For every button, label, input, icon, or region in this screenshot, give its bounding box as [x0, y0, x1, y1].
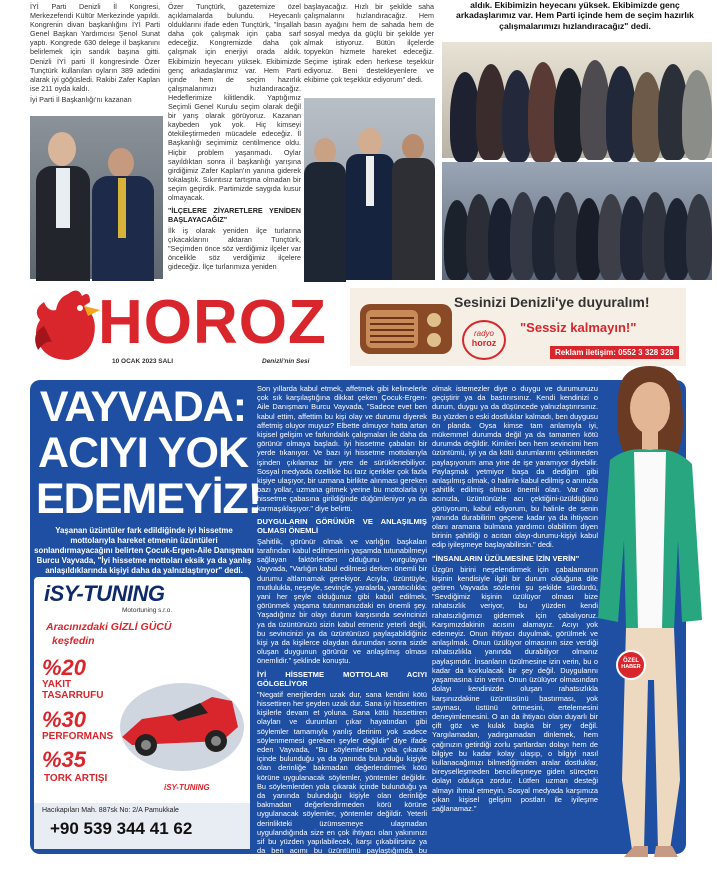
radio-ad-slogan: "Sessiz kalmayın!": [520, 320, 637, 335]
tuning-brand-2: iSY-TUNING: [164, 783, 210, 792]
tuning-brand-sub: Motortuning s.r.o.: [122, 607, 173, 614]
radio-horoz-logo: [462, 320, 506, 360]
tuning-address: Hacıkapıları Mah. 887sk No: 2/A Pamukkale: [42, 807, 179, 814]
radio-ad-contact: Reklam iletişim: 0552 3 328 328: [550, 346, 679, 359]
article-col1-subheading-1: DUYGULARIN GÖRÜNÜR VE ANLAŞILMIŞ OLMASI ÖNEMLİ: [257, 516, 427, 535]
radio-icon: [356, 298, 456, 358]
tuning-brand: iSY-TUNING: [44, 581, 165, 606]
tuning-percent-3: %35: [42, 747, 87, 772]
radio-logo-bottom: horoz: [471, 338, 497, 348]
article-col1-p2: Şahitlik, görünür olmak ve varlığın başkaları tarafından kabul edilmesinin yaşamda tutunabilmeyi sağlayan faktörlerden olduğunu vurgulayan Vayvada, "Varlığın kabul edilmesi derken önemli bir durumu altlamamak gerekiyor. Acıyla, üzüntüyle, mutlulukla, neşeyle, sevinçle, yaralarla, yaratıcılıkla; yani her şeyle olduğunuz gibi kabul edilmek, görünmek yaşama tutunmanızdaki en önemli şey. Yaşadığınız bir olayı durum karşısında sevincinizi ya da üzüntünüzü sizin kabul etmeniz yeterli değil, bu sevincinizi ya da üzüntünüzü paylaşabildiğiniz kişi ya da kişilerce olaydan durumdan sonra sizde oluşan duygunun görünür ve anlaşılmış olması önemlidir." şeklinde konuştu.: [257, 536, 427, 666]
photo-group-1: [442, 42, 712, 158]
article-col2-subheading: "İNSANLARIN ÜZÜLMESİNE İZİN VERİN": [432, 553, 580, 563]
masthead-tagline: Denizli'nin Sesi: [262, 358, 310, 365]
article-col1-p3: "Negatif enerjilerden uzak dur, sana kendini kötü hissettiren her şeyden uzak dur. Sana iyi hissettiren kişilerle devam et yoluna. Sana kötü hissettiren olayları ve durumları çıkar hayatından gibi söylemler tamamıyla yanlış derinim yok sadece söylenmemesi gereken şeyler değildir" diye ifade eden Vayvada, "Bu söylemlerden yola çıkarak içinde bulunduğu ya da yanında bulunduğu kişiyle olan derinliğe bakmadan değerlendirmek kötü körüne uygulanacak söylemler, yöntemler değildir. Bu söylemlerden yola çıkarak içinde bulunduğu ya da yanında bulunduğu kişiyle olan derinliğe bakmadan değerlendirmeden körü körüne uygulanacak söylemler, yöntemler değildir. Yeterli derinlikteki üzümsemeye ulaşmadan uygulandığında size en çok ihtiyacı olan yakınınızı sif bu yüzden yapılabilecek, karşı çıkabilirsiniz ya da ben acımı bu üzüntümü paylaştığımda bu negatif kötü hissedim halimle çevremdekiler benimle birlikte: [257, 689, 427, 874]
col3-text: başlayacağız. Hızlı bir şekilde saha çalışmalarını hızlandıracağız. Hem basın ayağını hem de sahada hem de sosyal medya da güçlü bir şekilde yer almak istiyoruz. Bütün ilçelerde topyekün hizmete hareket edeceğiz. Seçime iştirak eden herkese teşekkür ediyoruz. Beni destekleyenlere ve ekibime çok teşekkür ediyorum" dedi.: [304, 2, 434, 84]
tuning-label-3: TORK ARTIŞI: [44, 773, 108, 784]
woman-portrait: [578, 360, 714, 857]
tuning-contact-bar: [34, 803, 250, 849]
photo-two-men: [30, 116, 163, 279]
top-quote: [440, 0, 710, 40]
headline-line-3: EDEMEYİZ!: [36, 475, 262, 523]
article-col1-p1: Son yıllarda kabul etmek, affetmek gibi kelimelerle çok sık karşılaştığına dikkat çeken Çocuk-Ergen-Aile Danışmanı Burcu Vayvada, "Sadece evet ben kabul ettim, affettim bu kişi olay ve durumu diyerek affetmiş oluyor muyuz? Elbette olmuyor hatta artan kişisel gelişim ve farkındalık çalışmaları ile daha da görünür olmaya başladı. İyi hissetme çabaları bir yerde tıkanıyor. Ve bazı iyi hissetme mottolarıyla işinden çıkılamaz bir yere de sürüklenebiliyor. Sosyal medyada özellikle bu tarz içerikler çok fazla kişiye ulaşıyor, bir uzmana birlikte alınması gereken bazı yollar, uzmana gitmek yerine bu mottolarla iyi hissetme çabasına girildiğinde düğümleniyor ya da karmaşıklaşıyor." diye belirtti.: [257, 384, 427, 513]
race-car-icon: [112, 667, 246, 777]
tuning-label-1: YAKIT TASARRUFU: [42, 679, 104, 701]
tuning-percent-1: %20: [42, 655, 87, 680]
headline: [36, 383, 262, 523]
article-column-1: [257, 384, 427, 874]
tuning-label-2: PERFORMANS: [42, 731, 114, 742]
col1-intro: İYİ Parti Denizli İl Kongresi, Merkezefendi Kültür Merkezinde yapıldı. Kongrenin divan başkanlığını İYİ Parti Genel Başkan Yardımcısı Şenol Sunat yaptı. Kongrede 630 delege il başkanını belirlemek için sandık başına gitti. Denizli İYİ parti İl kongresinde Özer Tunçtürk kullanılan oyların 389 adedini alarak iyi göğüsledi. Rakibi Zafer Kaplan ise 211 oyda kaldı.: [30, 2, 160, 93]
radio-ad-title: Sesinizi Denizli'ye duyuralım!: [454, 294, 650, 310]
article-col1-subheading-2: İYİ HİSSETME MOTTOLARI ACIYI GÖLGELİYOR: [257, 669, 427, 688]
photo-group-2: [442, 162, 712, 280]
top-column-2: [168, 2, 301, 282]
top-column-1: [30, 2, 160, 112]
tuning-phone: +90 539 344 41 62: [50, 819, 193, 838]
col2-subheading: "İLÇELERE ZİYARETLERE YENİDEN BAŞLAYACAĞIZ": [168, 206, 301, 225]
tuning-ad: [34, 577, 250, 849]
top-column-3: [304, 2, 434, 94]
article-column-2: [432, 384, 598, 850]
article-col2-p1: olmak istemezler diye o duygu ve durumunuzu geçiştirir ya da bastırırsınız. Kendi kendinizi o durum, duygu ya da düşüncede yalnızlaştırırsınız. Bu yüzden o eski dostluklar kalmadı, ben duygusu ön planda. Oysa kimse tam anlamıyla iyi, mükemmel durumda değil ya da tamamen kötü durumda değildir. Kimileri ben hem sevincimi hem üzüntümü, iyi ya da kötü durumlarımı çekinmeden paylaşıyorum ama yine de işe yaramıyor diyebilir. Paylaşmak yetmiyor başa da dediğim gibi anlaşılmış olmak, o halinle kabul edilmiş o anınızla şahitlik edilmiş olması önemli olan. Var olan acınızla, üzüntünüzle acı çektiğini-üzüldüğünü görüyorum, kabul ediyorum, bu halinle de senin yanında durabilirim geçene kadar ya da ihtiyacın olanı aramana bulmana yardımcı olabilirim diyen birinin şahitliği o acıtan olayı-durumu-kişiyi kabul edip iyileşmeye başlayabilirsin." dedi.: [432, 384, 598, 550]
tuning-headline-1: Aracınızdaki GİZLİ GÜCÜ: [46, 621, 172, 633]
headline-line-1: VAYVADA:: [39, 383, 247, 431]
article-col2-p2: Üzgün birini neşelendirmek için çabalamanın kişinin kendisiyle ilgili bir durum olduğuna dile getiren Vayvada sözlerini şu şekilde sürdürdü, "Sevdiğimiz kişinin üzülüyor olması bize rahatsızlık veriyor, bu yüzden kendi rahatsızlığımızı gidermek için çabalıyoruz. Karşımızdakinin acısını alamayız. Acıyı yok edemeyiz. Onun ihtiyacı duyulmak, görülmek ve anlaşılmak. Onun üzülüyor olmasının size verdiği rahatsızlıkla yanında durabiliyor olmanız paylaşımdır. İnsanların üzülmesine izin verin, bu o kadar da korkulacak bir şey değil. Duygularını yaşamasına izin verin. Onun üzülüyor olmasından dolayı kendinizde oluşan rahatsızlıkla karşınızdakine üzüntüsünü bastırması, yok sayması, üstünü örtmesini, ertelemesini deneyimlemesini. O an da ihtiyacı olan duyarlı bir çift göz ve kulak başka bir şey değil. Yargılamadan, yadırgamadan dinlemek, hem çağınızın getirdiği zorlu şartlardan dolayı hem de bilgiye bu kadar kolay ulaşıp, o bilgiyi nasıl kullanacağımızı bilmediğimiden aralar dostluklar, bireyselleşmeden benciİleşmeye giden süreçten dolayı oldukça zordur. Lütfen uzman desteği almayı ihmal etmeyin. Sosyal medyada karşımıza çıkan kişisel gelişim postları ile iyileşme sağlanamaz.": [432, 564, 598, 813]
badge-top: ÖZEL: [623, 658, 639, 664]
photo-three-men: [304, 98, 435, 280]
masthead-date: 10 OCAK 2023 SALI: [112, 358, 174, 365]
headline-line-2: ACIYI YOK: [37, 429, 249, 477]
tuning-percent-2: %30: [42, 707, 87, 732]
masthead-logo: HOROZ: [98, 288, 327, 357]
badge-bottom: HABER: [621, 664, 641, 670]
col2-text: Özer Tunçtürk, gazetemize özel açıklamalarda bulundu. Heyecanlı olduklarını ifade eden Tunçtürk, "İnşallah daha çok çalışmak için çaba sarf edeceğiz. Kongremizde daha çok çalışmak için enerjiyi orada aldık. Ekibimizin heyecanı yüksek. Ekibimizde genç arkadaşlarımız var. Hem Parti içinde hem de seçim hazırlık çalışmalarımızı hızlandıracağız. Hedeflerimize kilitlendik. Yaptığımız Seçimli Genel Kurulu seçim olarak değil bir yarış olarak görüyoruz. Kazanan kaybeden yok yok. Hiç kimseyi ötekileştirmeden mücadele edeceğiz. İl Başkanlığı seçimimiz centilmence oldu. Hiçbir problem yaşanmadı. Oylar sayıldıktan sonra il başkanlığı yarışına girdiğimiz Zafer Kaplan'ın yanına giderek tokalaştık. Sıkıntısız tartışma olmadan bir seçim geçirdik. Partimizde saygıda kusur olmayacak.: [168, 2, 301, 202]
col2-text2: İlk iş olarak yeniden ilçe turlarına çıkacaklarını aktaran Tunçtürk, "Seçimden önce söz verdiğimiz ilçeler var öncelikle söz verdiğimiz ilçelere gideceğiz. İlçe turlarımıza yeniden: [168, 226, 301, 272]
masthead: [28, 286, 346, 370]
quote-text: aldık. Ekibimizin heyecanı yüksek. Ekibimizde genç arkadaşlarımız var. Hem Parti içinde hem de seçim hazırlık çalışmalarımızı hızlandıracağız" dedi.: [456, 0, 694, 31]
tuning-headline-2: keşfedin: [52, 635, 95, 647]
headline-lead: Yaşanan üzüntüler fark edildiğinde iyi hissetme mottolarıyla hareket etmenin üzüntüleri sonlandırmayacağını belirten Çocuk-Ergen-Aile Danışmanı Burcu Vayvada, "İyi hissetme mottoları eksik ya da yanlış anlaşıldıklarında kişiyi daha da yalnızlaştırıyor" dedi.: [34, 526, 254, 575]
special-news-badge: [616, 650, 646, 680]
col1-end: İyi Parti İl Başkanlığı'nı kazanan: [30, 94, 132, 104]
radio-ad: [350, 288, 686, 366]
radio-logo-top: radyo: [473, 329, 494, 338]
